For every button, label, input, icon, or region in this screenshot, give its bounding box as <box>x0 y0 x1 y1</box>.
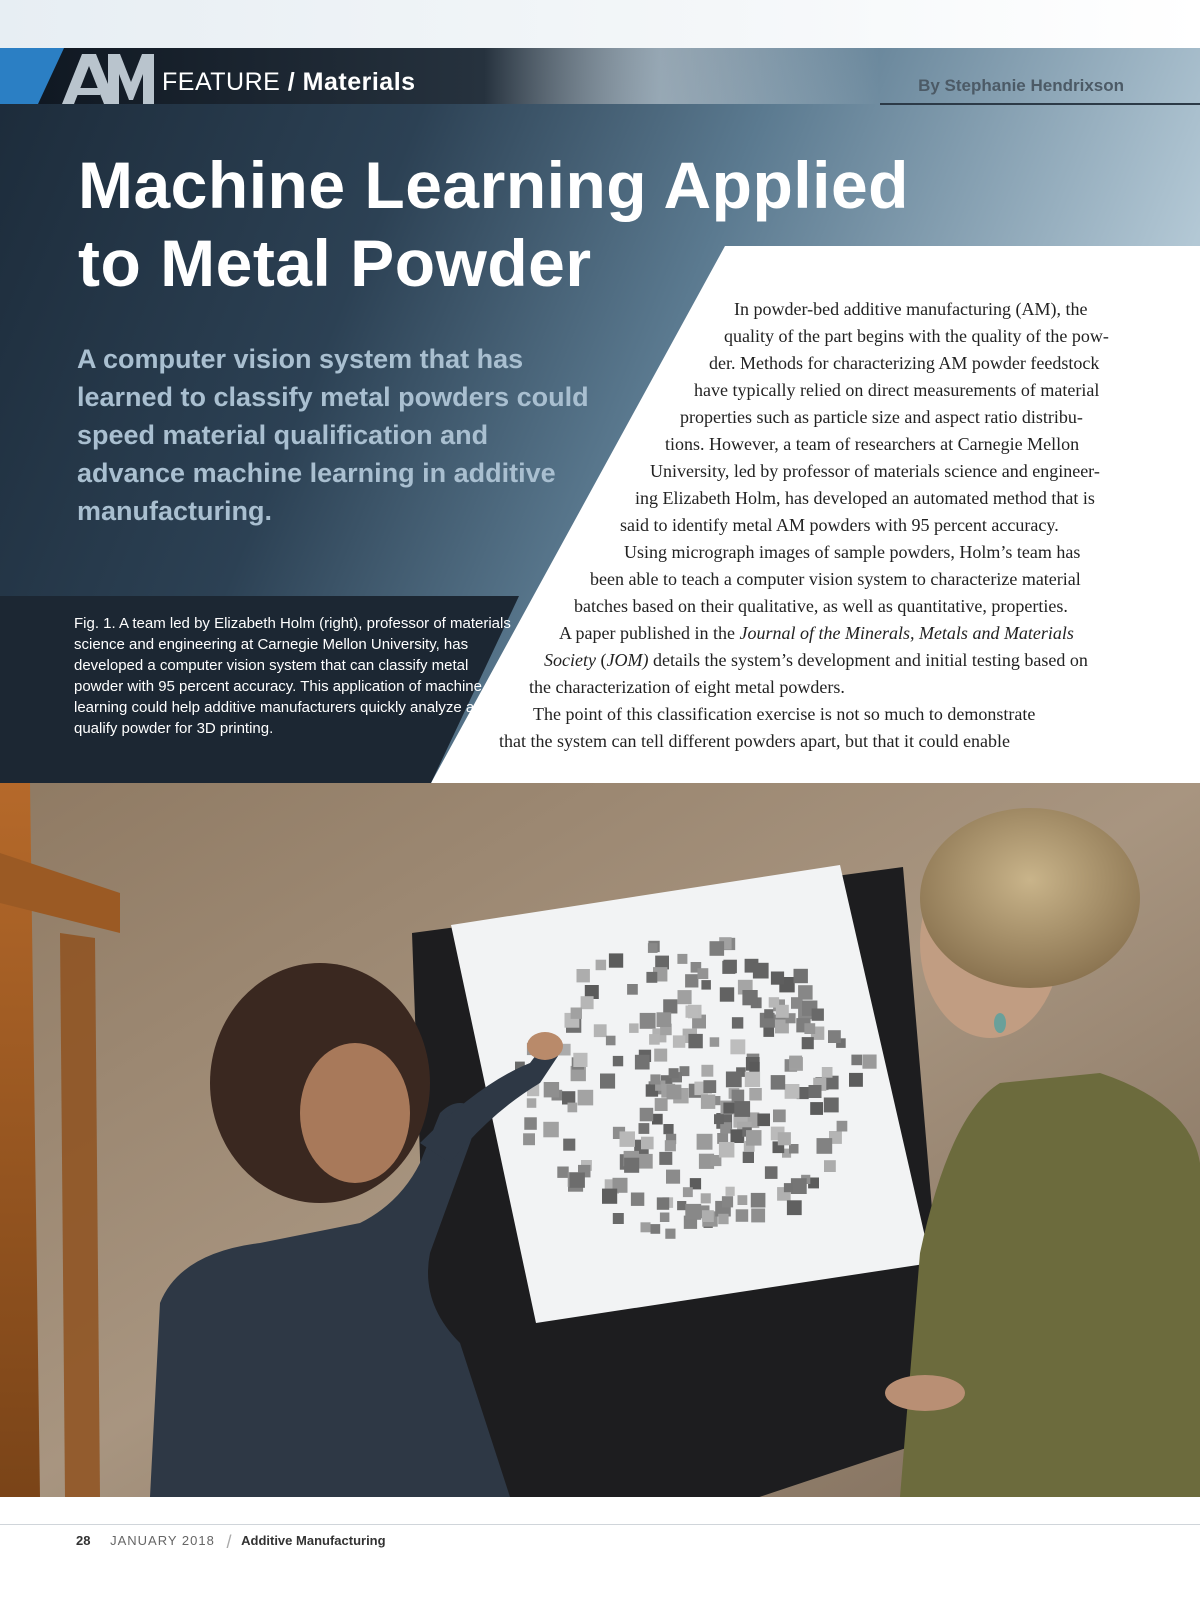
screen-thumbnail <box>718 1214 728 1224</box>
screen-thumbnail <box>726 1072 742 1088</box>
screen-thumbnail <box>635 1055 650 1070</box>
screen-thumbnail <box>677 1201 686 1210</box>
screen-thumbnail <box>734 1101 750 1117</box>
body-text: A paper published in the <box>559 623 740 643</box>
screen-thumbnail <box>720 987 734 1001</box>
screen-thumbnail <box>749 1088 762 1101</box>
screen-thumbnail <box>794 969 808 983</box>
body-line: that the system can tell different powders apart, but that it could enable <box>499 731 1011 751</box>
title-line-1: Machine Learning Applied <box>78 148 909 222</box>
screen-thumbnail <box>571 1008 582 1019</box>
screen-thumbnail <box>660 1213 670 1223</box>
body-line <box>544 649 1088 671</box>
screen-thumbnail <box>785 1084 800 1099</box>
screen-thumbnail <box>710 1037 720 1047</box>
screen-thumbnail <box>738 1195 748 1205</box>
screen-thumbnail <box>798 985 813 1000</box>
screen-thumbnail <box>573 1053 587 1067</box>
screen-thumbnail <box>673 1035 685 1047</box>
body-line: In powder-bed additive manufacturing (AM), the <box>734 299 1088 319</box>
magazine-name: Additive Manufacturing <box>241 1533 386 1548</box>
screen-thumbnail <box>746 1130 762 1146</box>
body-line: been able to teach a computer vision system to characterize material <box>590 569 1081 589</box>
body-line: University, led by professor of materials science and engineer- <box>650 461 1100 481</box>
screen-thumbnail <box>655 1098 668 1111</box>
body-line: properties such as particle size and aspect ratio distribu- <box>680 407 1083 427</box>
screen-thumbnail <box>703 1080 716 1093</box>
screen-thumbnail <box>824 1160 836 1172</box>
screen-thumbnail <box>523 1133 535 1145</box>
screen-thumbnail <box>732 1017 743 1028</box>
page-number: 28 <box>76 1533 91 1548</box>
screen-thumbnail <box>652 1114 663 1125</box>
screen-thumbnail <box>641 1137 654 1150</box>
screen-thumbnail <box>686 1006 698 1018</box>
body-line: quality of the part begins with the quality of the pow- <box>724 326 1109 346</box>
screen-thumbnail <box>862 1055 876 1069</box>
body-text: details the system’s development and initial testing based on <box>648 650 1088 670</box>
screen-thumbnail <box>825 1076 839 1090</box>
byline: By Stephanie Hendrixson <box>918 76 1124 95</box>
screen-thumbnail <box>594 1024 607 1037</box>
screen-thumbnail <box>802 1037 814 1049</box>
screen-thumbnail <box>745 1072 760 1087</box>
body-line <box>559 622 1074 644</box>
screen-thumbnail <box>787 1200 802 1215</box>
screen-thumbnail <box>685 1204 701 1220</box>
screen-thumbnail <box>688 1034 702 1048</box>
figure-caption: Fig. 1. A team led by Elizabeth Holm (right), professor of materials science and engineering at Carnegie Mellon University, has developed a computer vision system that can classify metal powder with 95 percent accuracy. This application of machine learning could help additive manufacturers quickly analyze and qualify powder for 3D printing. <box>74 615 511 737</box>
screen-thumbnail <box>627 984 638 995</box>
screen-thumbnail <box>710 941 725 956</box>
screen-thumbnail <box>578 1090 594 1106</box>
screen-thumbnail <box>753 963 769 979</box>
screen-thumbnail <box>824 1098 839 1113</box>
screen-thumbnail <box>701 1193 711 1203</box>
screen-thumbnail <box>749 1062 759 1072</box>
screen-thumbnail <box>609 953 623 967</box>
screen-thumbnail <box>562 1091 575 1104</box>
screen-thumbnail <box>544 1082 559 1097</box>
screen-thumbnail <box>763 1026 774 1037</box>
screen-thumbnail <box>677 954 687 964</box>
screen-thumbnail <box>678 990 692 1004</box>
screen-thumbnail <box>732 1090 745 1103</box>
title-line-2: to Metal Powder <box>78 226 592 300</box>
body-line: the characterization of eight metal powders. <box>529 677 845 697</box>
screen-thumbnail <box>613 1056 623 1066</box>
screen-thumbnail <box>649 1034 660 1045</box>
screen-thumbnail <box>723 1103 734 1114</box>
screen-thumbnail <box>568 1103 578 1113</box>
screen-thumbnail <box>791 1178 807 1194</box>
screen-thumbnail <box>602 1189 617 1204</box>
screen-thumbnail <box>596 960 607 971</box>
screen-thumbnail <box>730 1039 745 1054</box>
screen-thumbnail <box>524 1117 537 1130</box>
screen-thumbnail <box>683 1187 693 1197</box>
screen-thumbnail <box>784 1183 793 1192</box>
screen-thumbnail <box>751 1209 765 1223</box>
screen-thumbnail <box>651 1224 661 1234</box>
screen-thumbnail <box>810 1102 823 1115</box>
screen-thumbnail <box>563 1139 575 1151</box>
screen-thumbnail <box>657 1197 669 1209</box>
screen-thumbnail <box>624 1158 639 1173</box>
screen-thumbnail <box>809 1085 822 1098</box>
screen-thumbnail <box>527 1098 537 1108</box>
body-line: said to identify metal AM powders with 95 percent accuracy. <box>620 515 1059 535</box>
screen-thumbnail <box>666 1170 680 1184</box>
screen-thumbnail <box>743 1152 754 1163</box>
screen-thumbnail <box>817 1138 833 1154</box>
screen-thumbnail <box>804 1023 815 1034</box>
screen-thumbnail <box>665 1140 676 1151</box>
screen-thumbnail <box>778 1132 791 1145</box>
screen-thumbnail <box>659 1152 672 1165</box>
body-line: ing Elizabeth Holm, has developed an automated method that is <box>635 488 1095 508</box>
screen-thumbnail <box>822 1067 833 1078</box>
screen-thumbnail <box>648 943 658 953</box>
feature-prefix: FEATURE <box>162 68 281 96</box>
screen-thumbnail <box>631 1193 644 1206</box>
feature-section: Materials <box>302 68 416 96</box>
screen-thumbnail <box>764 1009 773 1018</box>
screen-thumbnail <box>657 1012 672 1027</box>
body-line: The point of this classification exercise is not so much to demonstrate <box>533 704 1036 724</box>
screen-thumbnail <box>731 1129 745 1143</box>
screen-thumbnail <box>640 1013 656 1029</box>
top-fade <box>0 0 1200 48</box>
screen-thumbnail <box>697 1134 713 1150</box>
screen-thumbnail <box>812 1009 824 1021</box>
screen-thumbnail <box>606 1036 616 1046</box>
screen-thumbnail <box>650 1074 660 1084</box>
screen-thumbnail <box>600 1074 615 1089</box>
screen-thumbnail <box>701 1065 713 1077</box>
screen-thumbnail <box>581 996 594 1009</box>
screen-thumbnail <box>640 1108 654 1122</box>
screen-thumbnail <box>654 1049 667 1062</box>
screen-thumbnail <box>773 1110 786 1123</box>
feature-separator: / <box>280 68 303 96</box>
screen-thumbnail <box>742 990 757 1005</box>
screen-thumbnail <box>702 1210 714 1222</box>
body-line: der. Methods for characterizing AM powder feedstock <box>709 353 1100 373</box>
screen-thumbnail <box>557 1167 568 1178</box>
screen-thumbnail <box>638 1154 653 1169</box>
body-line: batches based on their qualitative, as well as quantitative, properties. <box>574 596 1068 616</box>
footer-rule <box>0 1524 1200 1525</box>
screen-thumbnail <box>789 1144 799 1154</box>
screen-thumbnail <box>663 1124 673 1134</box>
photo-illustration <box>0 783 1200 1497</box>
screen-thumbnail <box>723 960 737 974</box>
screen-thumbnail <box>771 972 784 985</box>
screen-thumbnail <box>701 1095 715 1109</box>
screen-thumbnail <box>667 1085 682 1100</box>
screen-thumbnail <box>789 1056 802 1069</box>
screen-thumbnail <box>543 1122 559 1138</box>
feature-photo <box>0 783 1200 1497</box>
screen-thumbnail <box>641 1222 651 1232</box>
screen-thumbnail <box>765 1166 778 1179</box>
issue-date: JANUARY 2018 <box>110 1533 215 1548</box>
page-footer <box>76 1532 386 1553</box>
body-line: tions. However, a team of researchers at Carnegie Mellon <box>665 434 1080 454</box>
body-text: ( <box>595 650 607 670</box>
screen-thumbnail <box>837 1121 848 1132</box>
screen-thumbnail <box>726 1187 735 1196</box>
screen-thumbnail <box>751 1193 766 1208</box>
journal-title: Society <box>544 650 596 670</box>
body-line: have typically relied on direct measurements of material <box>694 380 1100 400</box>
screen-thumbnail <box>613 1213 624 1224</box>
screen-thumbnail <box>828 1030 841 1043</box>
screen-thumbnail <box>629 1023 639 1033</box>
screen-thumbnail <box>701 980 711 990</box>
journal-abbrev: JOM) <box>606 650 649 670</box>
screen-thumbnail <box>685 974 698 987</box>
screen-thumbnail <box>639 1123 650 1134</box>
screen-thumbnail <box>665 1229 675 1239</box>
screen-thumbnail <box>851 1055 862 1066</box>
screen-thumbnail <box>849 1073 863 1087</box>
body-line: Using micrograph images of sample powders, Holm’s team has <box>624 542 1081 562</box>
screen-thumbnail <box>722 1196 733 1207</box>
screen-thumbnail <box>698 968 709 979</box>
screen-thumbnail <box>570 1172 585 1187</box>
subheadline: A computer vision system that has learned to classify metal powders could speed material qualification and advance machine learning in additive manufacturing. <box>77 344 589 526</box>
screen-thumbnail <box>719 1142 735 1158</box>
screen-thumbnail <box>714 1114 724 1124</box>
screen-thumbnail <box>663 999 677 1013</box>
screen-thumbnail <box>736 1209 749 1222</box>
screen-thumbnail <box>769 997 779 1007</box>
screen-thumbnail <box>771 1075 786 1090</box>
screen-thumbnail <box>757 1114 770 1127</box>
screen-thumbnail <box>620 1131 636 1147</box>
journal-title: Journal of the Minerals, Metals and Materials <box>739 623 1074 643</box>
section-label <box>162 68 416 97</box>
page-title <box>78 146 1078 302</box>
screen-thumbnail <box>577 969 590 982</box>
screen-thumbnail <box>646 972 657 983</box>
screen-thumbnail <box>669 1068 679 1078</box>
am-logo-icon <box>62 54 154 104</box>
footer-divider: / <box>226 1532 232 1552</box>
